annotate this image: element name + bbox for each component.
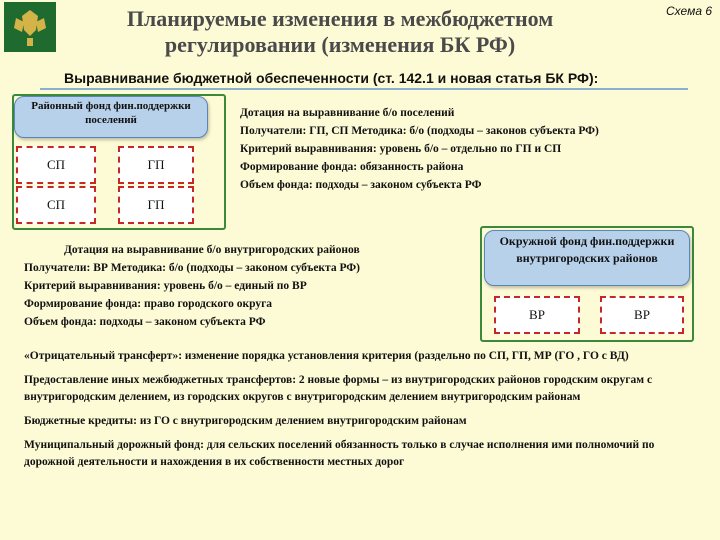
urban-fund-box: Окружной фонд фин.поддержки внутригородских районов (484, 230, 690, 286)
cell-label: ГП (147, 197, 165, 212)
title-line-1: Планируемые изменения в межбюджетном (126, 6, 554, 31)
emblem-logo (4, 2, 56, 52)
cell-label: СП (46, 197, 66, 212)
cell-gp-1 (118, 146, 194, 184)
text-line: Дотация на выравнивание б/о поселений (240, 107, 455, 119)
district-grant-description (240, 104, 710, 194)
cell-sp-2 (16, 186, 96, 224)
cell-vr-1 (494, 296, 580, 334)
text-line: Получатели: ГП, СП Методика: б/о (подходы – законов субъекта РФ) (240, 125, 599, 137)
text-line: Получатели: ВР Методика: б/о (подходы – законом субъекта РФ) (24, 262, 361, 274)
title-line-2: регулировании (изменения БК РФ) (164, 32, 516, 57)
scheme-label: Схема 6 (666, 4, 712, 18)
cell-sp-1 (16, 146, 96, 184)
page-title (110, 6, 570, 58)
cell-label: ГП (147, 157, 165, 172)
note-other-transfers: Предоставление иных межбюджетных трансфертов: 2 новые формы – из внутригородских районов городским округам с внутригородским делением, из городских округов с внутригородским делением внутригородским районам (24, 374, 653, 403)
note-negative-transfer: «Отрицательный трансферт»: изменение порядка установления критерия (раздельно по СП, ГП, МР (ГО , ГО с ВД) (24, 350, 629, 362)
cell-vr-2 (600, 296, 684, 334)
cell-label: СП (46, 157, 66, 172)
district-fund-box: Районный фонд фин.поддержки поселений (14, 96, 208, 138)
text-line: Формирование фонда: обязанность района (240, 161, 464, 173)
text-line: Дотация на выравнивание б/о внутригородских районов (64, 244, 360, 256)
note-road-fund: Муниципальный дорожный фонд: для сельских поселений обязанность только в случае исполнения ими полномочий по дорожной деятельности и нахождения в их собственности местных дорог (24, 439, 655, 468)
urban-grant-description (24, 241, 474, 331)
text-line: Формирование фонда: право городского округа (24, 298, 273, 310)
section-subtitle: Выравнивание бюджетной обеспеченности (ст. 142.1 и новая статья БК РФ): (64, 70, 599, 86)
bottom-notes (24, 348, 700, 478)
text-line: Объем фонда: подходы – законом субъекта РФ (240, 179, 482, 191)
cell-gp-2 (118, 186, 194, 224)
note-budget-credits: Бюджетные кредиты: из ГО с внутригородским делением внутригородским районам (24, 415, 467, 427)
text-line: Критерий выравнивания: уровень б/о – единый по ВР (24, 280, 307, 292)
text-line: Объем фонда: подходы – законом субъекта РФ (24, 316, 266, 328)
cell-label: ВР (634, 307, 650, 322)
cell-label: ВР (529, 307, 545, 322)
subtitle-divider (40, 88, 688, 90)
text-line: Критерий выравнивания: уровень б/о – отдельно по ГП и СП (240, 143, 562, 155)
